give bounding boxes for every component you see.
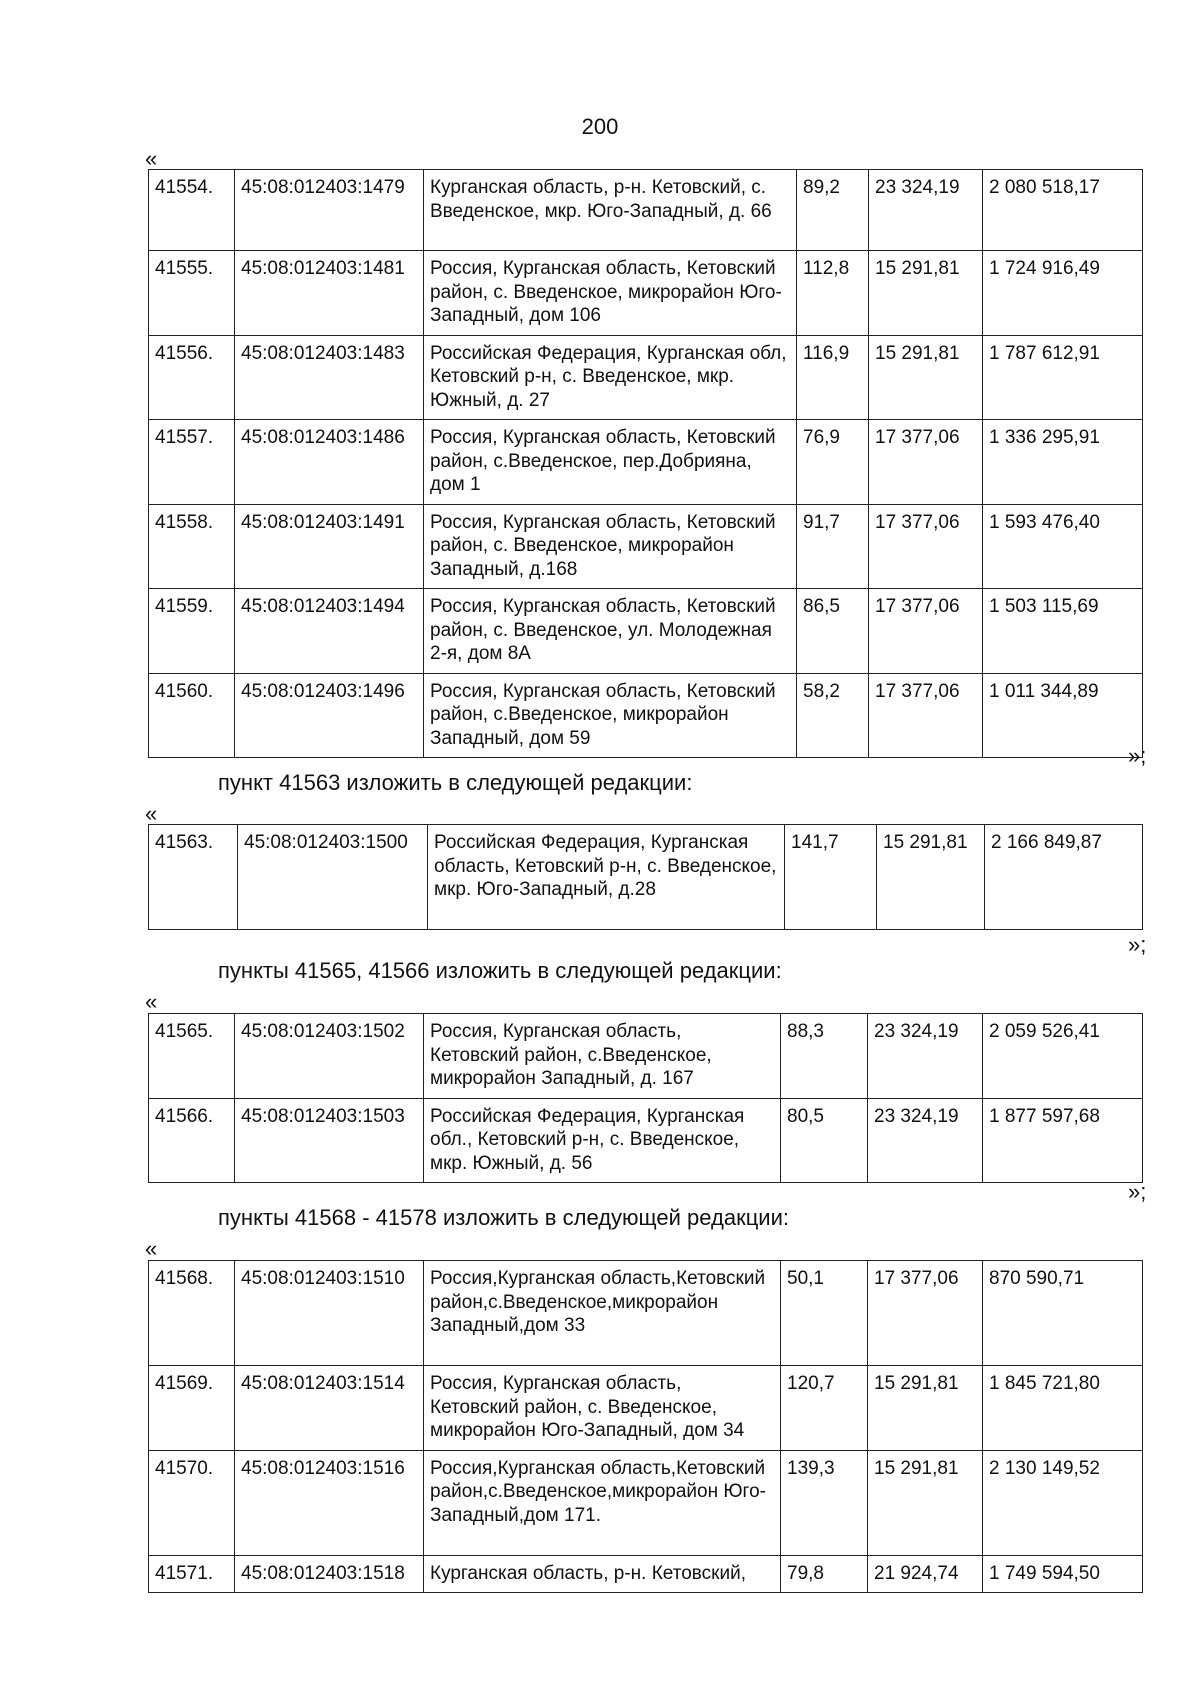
address: Курганская область, р-н. Кетовский, <box>424 1555 781 1593</box>
table-row <box>149 504 1143 589</box>
row-number: 41560. <box>149 673 235 758</box>
table-row <box>149 1450 1143 1555</box>
total-value: 1 011 344,89 <box>983 673 1143 758</box>
total-value: 2 080 518,17 <box>983 170 1143 251</box>
row-number: 41566. <box>149 1098 235 1183</box>
total-value: 1 503 115,69 <box>983 589 1143 674</box>
row-number: 41569. <box>149 1366 235 1451</box>
cadastral-number: 45:08:012403:1510 <box>235 1261 424 1366</box>
total-value: 1 877 597,68 <box>983 1098 1143 1183</box>
table-row <box>149 420 1143 505</box>
unit-price: 17 377,06 <box>869 589 983 674</box>
address: Россия,Курганская область,Кетовский район,с.Введенское,микрорайон Западный,дом 33 <box>424 1261 781 1366</box>
property-table <box>148 169 1143 758</box>
property-table <box>148 1260 1143 1593</box>
amendment-paragraph: пункт 41563 изложить в следующей редакции: <box>218 770 693 795</box>
row-number: 41563. <box>149 825 238 930</box>
unit-price: 23 324,19 <box>869 170 983 251</box>
cadastral-number: 45:08:012403:1481 <box>235 251 424 336</box>
cadastral-number: 45:08:012403:1516 <box>235 1450 424 1555</box>
total-value: 2 059 526,41 <box>983 1014 1143 1099</box>
address: Россия, Курганская область, Кетовский район, с. Введенское, микрорайон Западный, д.168 <box>424 504 797 589</box>
amendment-paragraph: пункты 41565, 41566 изложить в следующей редакции: <box>218 958 782 983</box>
area: 112,8 <box>797 251 869 336</box>
unit-price: 17 377,06 <box>869 673 983 758</box>
area: 139,3 <box>781 1450 868 1555</box>
row-number: 41554. <box>149 170 235 251</box>
cadastral-number: 45:08:012403:1486 <box>235 420 424 505</box>
total-value: 870 590,71 <box>983 1261 1143 1366</box>
total-value: 2 166 849,87 <box>985 825 1143 930</box>
close-quote: »; <box>1128 743 1147 768</box>
table-row <box>149 1098 1143 1183</box>
area: 88,3 <box>781 1014 868 1099</box>
address: Россия, Курганская область, Кетовский район, с. Введенское, ул. Молодежная 2-я, дом 8А <box>424 589 797 674</box>
cadastral-number: 45:08:012403:1479 <box>235 170 424 251</box>
total-value: 1 593 476,40 <box>983 504 1143 589</box>
table-row <box>149 251 1143 336</box>
cadastral-number: 45:08:012403:1503 <box>235 1098 424 1183</box>
total-value: 1 749 594,50 <box>983 1555 1143 1593</box>
open-quote: « <box>145 801 158 826</box>
cadastral-number: 45:08:012403:1514 <box>235 1366 424 1451</box>
close-quote: »; <box>1128 1179 1147 1204</box>
table-row <box>149 825 1143 930</box>
cadastral-number: 45:08:012403:1483 <box>235 335 424 420</box>
table-row <box>149 589 1143 674</box>
close-quote: »; <box>1128 932 1147 957</box>
address: Россия, Курганская область, Кетовский район, с. Введенское, микрорайон Юго-Западный, дом 106 <box>424 251 797 336</box>
address: Россия, Курганская область, Кетовский район, с.Введенское, пер.Добрияна, дом 1 <box>424 420 797 505</box>
table-row <box>149 1555 1143 1593</box>
address: Российская Федерация, Курганская обл., Кетовский р-н, с. Введенское, мкр. Южный, д. 56 <box>424 1098 781 1183</box>
unit-price: 15 291,81 <box>868 1366 983 1451</box>
unit-price: 17 377,06 <box>868 1261 983 1366</box>
row-number: 41570. <box>149 1450 235 1555</box>
open-quote: « <box>145 989 158 1014</box>
unit-price: 15 291,81 <box>877 825 985 930</box>
table-row <box>149 673 1143 758</box>
area: 91,7 <box>797 504 869 589</box>
area: 76,9 <box>797 420 869 505</box>
area: 80,5 <box>781 1098 868 1183</box>
total-value: 1 724 916,49 <box>983 251 1143 336</box>
row-number: 41571. <box>149 1555 235 1593</box>
cadastral-number: 45:08:012403:1502 <box>235 1014 424 1099</box>
unit-price: 17 377,06 <box>869 504 983 589</box>
area: 120,7 <box>781 1366 868 1451</box>
table-row <box>149 1014 1143 1099</box>
total-value: 1 787 612,91 <box>983 335 1143 420</box>
property-table <box>148 1013 1143 1183</box>
row-number: 41555. <box>149 251 235 336</box>
unit-price: 23 324,19 <box>868 1014 983 1099</box>
cadastral-number: 45:08:012403:1500 <box>238 825 428 930</box>
row-number: 41568. <box>149 1261 235 1366</box>
cadastral-number: 45:08:012403:1496 <box>235 673 424 758</box>
amendment-paragraph: пункты 41568 - 41578 изложить в следующей редакции: <box>218 1205 790 1230</box>
address: Российская Федерация, Курганская обл, Кетовский р-н, с. Введенское, мкр. Южный, д. 27 <box>424 335 797 420</box>
address: Россия, Курганская область, Кетовский район, с.Введенское, микрорайон Западный, дом 59 <box>424 673 797 758</box>
area: 58,2 <box>797 673 869 758</box>
area: 50,1 <box>781 1261 868 1366</box>
open-quote: « <box>145 1236 158 1261</box>
area: 89,2 <box>797 170 869 251</box>
area: 86,5 <box>797 589 869 674</box>
area: 141,7 <box>785 825 877 930</box>
row-number: 41558. <box>149 504 235 589</box>
address: Россия, Курганская область, Кетовский район, с.Введенское, микрорайон Западный, д. 167 <box>424 1014 781 1099</box>
unit-price: 23 324,19 <box>868 1098 983 1183</box>
cadastral-number: 45:08:012403:1518 <box>235 1555 424 1593</box>
total-value: 1 336 295,91 <box>983 420 1143 505</box>
unit-price: 15 291,81 <box>869 251 983 336</box>
area: 116,9 <box>797 335 869 420</box>
row-number: 41559. <box>149 589 235 674</box>
total-value: 2 130 149,52 <box>983 1450 1143 1555</box>
open-quote: « <box>145 146 158 171</box>
total-value: 1 845 721,80 <box>983 1366 1143 1451</box>
row-number: 41557. <box>149 420 235 505</box>
row-number: 41556. <box>149 335 235 420</box>
table-row <box>149 1366 1143 1451</box>
cadastral-number: 45:08:012403:1491 <box>235 504 424 589</box>
table-row <box>149 170 1143 251</box>
address: Российская Федерация, Курганская область, Кетовский р-н, с. Введенское, мкр. Юго-Западный, д.28 <box>428 825 785 930</box>
area: 79,8 <box>781 1555 868 1593</box>
table-row <box>149 335 1143 420</box>
address: Россия, Курганская область, Кетовский район, с. Введенское, микрорайон Юго-Западный, дом 34 <box>424 1366 781 1451</box>
address: Россия,Курганская область,Кетовский район,с.Введенское,микрорайон Юго-Западный,дом 171. <box>424 1450 781 1555</box>
cadastral-number: 45:08:012403:1494 <box>235 589 424 674</box>
unit-price: 17 377,06 <box>869 420 983 505</box>
address: Курганская область, р-н. Кетовский, с. Введенское, мкр. Юго-Западный, д. 66 <box>424 170 797 251</box>
unit-price: 21 924,74 <box>868 1555 983 1593</box>
unit-price: 15 291,81 <box>869 335 983 420</box>
unit-price: 15 291,81 <box>868 1450 983 1555</box>
property-table <box>148 824 1143 930</box>
page-number: 200 <box>581 114 619 139</box>
row-number: 41565. <box>149 1014 235 1099</box>
table-row <box>149 1261 1143 1366</box>
